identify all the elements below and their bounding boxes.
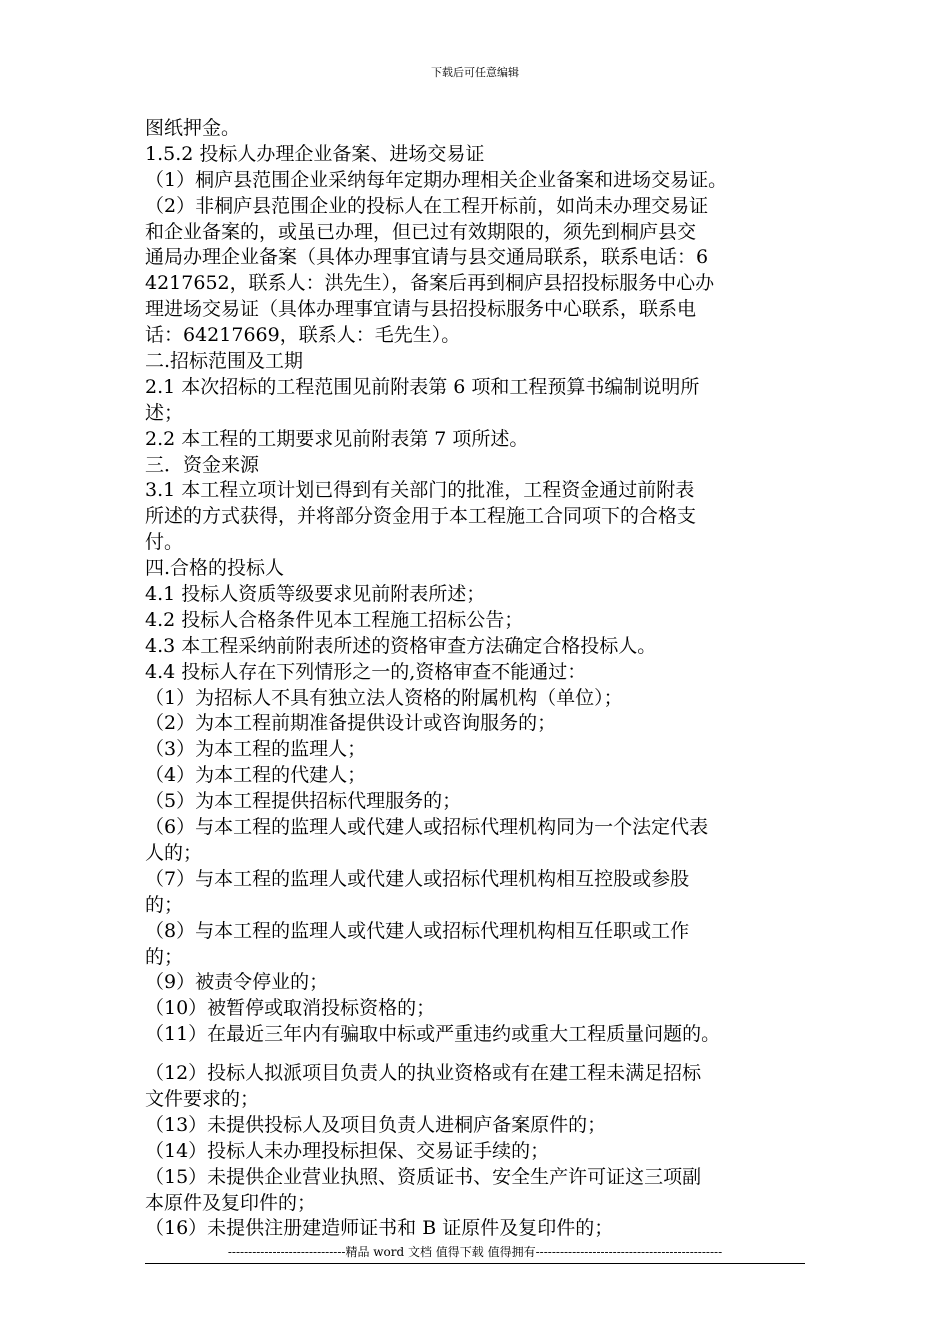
list-item: （1）为招标人不具有独立法人资格的附属机构（单位）； <box>145 686 623 709</box>
text-line: 4.3 本工程采纳前附表所述的资格审查方法确定合格投标人。 <box>145 634 657 657</box>
list-item: （16）未提供注册建造师证书和 B 证原件及复印件的； <box>145 1217 614 1240</box>
list-item: （5）为本工程提供招标代理服务的； <box>145 790 462 813</box>
list-item: 的； <box>145 945 184 968</box>
list-item: （2）为本工程前期准备提供设计或咨询服务的； <box>145 712 557 735</box>
footer-divider <box>145 1263 805 1264</box>
list-item: 人的； <box>145 841 203 864</box>
text-line: 2.2 本工程的工期要求见前附表第 7 项所述。 <box>145 427 529 450</box>
list-item: （4）为本工程的代建人； <box>145 764 367 787</box>
list-item: 本原件及复印件的； <box>145 1191 317 1214</box>
text-line: 付。 <box>145 531 184 554</box>
text-line: 4.1 投标人资质等级要求见前附表所述； <box>145 583 486 606</box>
page-footer: -----------------------------精品 word 文档 值得下载 值得拥有---------------------------------------------- <box>227 1245 723 1259</box>
text-line: 2.1 本次招标的工程范围见前附表第 6 项和工程预算书编制说明所 <box>145 375 700 398</box>
text-line: （1）桐庐县范围企业采纳每年定期办理相关企业备案和进场交易证。 <box>145 168 728 191</box>
text-line: 通局办理企业备案（具体办理事宜请与县交通局联系，联系电话：6 <box>145 246 709 269</box>
text-line: 所述的方式获得，并将部分资金用于本工程施工合同项下的合格支 <box>145 505 697 528</box>
section-heading: 三．资金来源 <box>145 453 260 476</box>
list-item: （13）未提供投标人及项目负责人进桐庐备案原件的； <box>145 1113 607 1136</box>
list-item: （10）被暂停或取消投标资格的； <box>145 997 436 1020</box>
text-line: 4217652，联系人：洪先生），备案后再到桐庐县招投标服务中心办 <box>145 272 715 295</box>
list-item: （9）被责令停业的； <box>145 971 329 994</box>
text-line: 话：64217669，联系人：毛先生）。 <box>145 324 461 347</box>
list-item: （6）与本工程的监理人或代建人或招标代理机构同为一个法定代表 <box>145 816 709 839</box>
list-item: （14）投标人未办理投标担保、交易证手续的； <box>145 1139 550 1162</box>
list-item: 的； <box>145 893 184 916</box>
section-heading: 四.合格的投标人 <box>145 557 285 580</box>
list-item: （7）与本工程的监理人或代建人或招标代理机构相互控股或参股 <box>145 867 690 890</box>
section-heading: 二.招标范围及工期 <box>145 350 304 373</box>
list-item: （15）未提供企业营业执照、资质证书、安全生产许可证这三项副 <box>145 1165 702 1188</box>
list-item: 文件要求的； <box>145 1087 260 1110</box>
text-line: 和企业备案的，或虽已办理，但已过有效期限的，须先到桐庐县交 <box>145 220 697 243</box>
text-line: 1.5.2 投标人办理企业备案、进场交易证 <box>145 142 485 165</box>
text-line: 述； <box>145 401 184 424</box>
text-line: 图纸押金。 <box>145 117 241 139</box>
list-item: （8）与本工程的监理人或代建人或招标代理机构相互任职或工作 <box>145 919 690 942</box>
text-line: 4.4 投标人存在下列情形之一的,资格审查不能通过： <box>145 660 587 683</box>
text-line: 4.2 投标人合格条件见本工程施工招标公告； <box>145 608 524 631</box>
text-line: 3.1 本工程立项计划已得到有关部门的批准，工程资金通过前附表 <box>145 479 695 502</box>
text-line: 理进场交易证（具体办理事宜请与县招投标服务中心联系，联系电 <box>145 298 697 321</box>
document-body <box>145 116 825 1242</box>
list-item: （12）投标人拟派项目负责人的执业资格或有在建工程未满足招标 <box>145 1062 702 1085</box>
list-item: （11）在最近三年内有骗取中标或严重违约或重大工程质量问题的。 <box>145 1023 721 1046</box>
page-header: 下载后可任意编辑 <box>431 66 519 79</box>
list-item: （3）为本工程的监理人； <box>145 738 367 761</box>
paragraph-gap <box>145 1048 825 1061</box>
text-line: （2）非桐庐县范围企业的投标人在工程开标前，如尚未办理交易证 <box>145 194 709 217</box>
